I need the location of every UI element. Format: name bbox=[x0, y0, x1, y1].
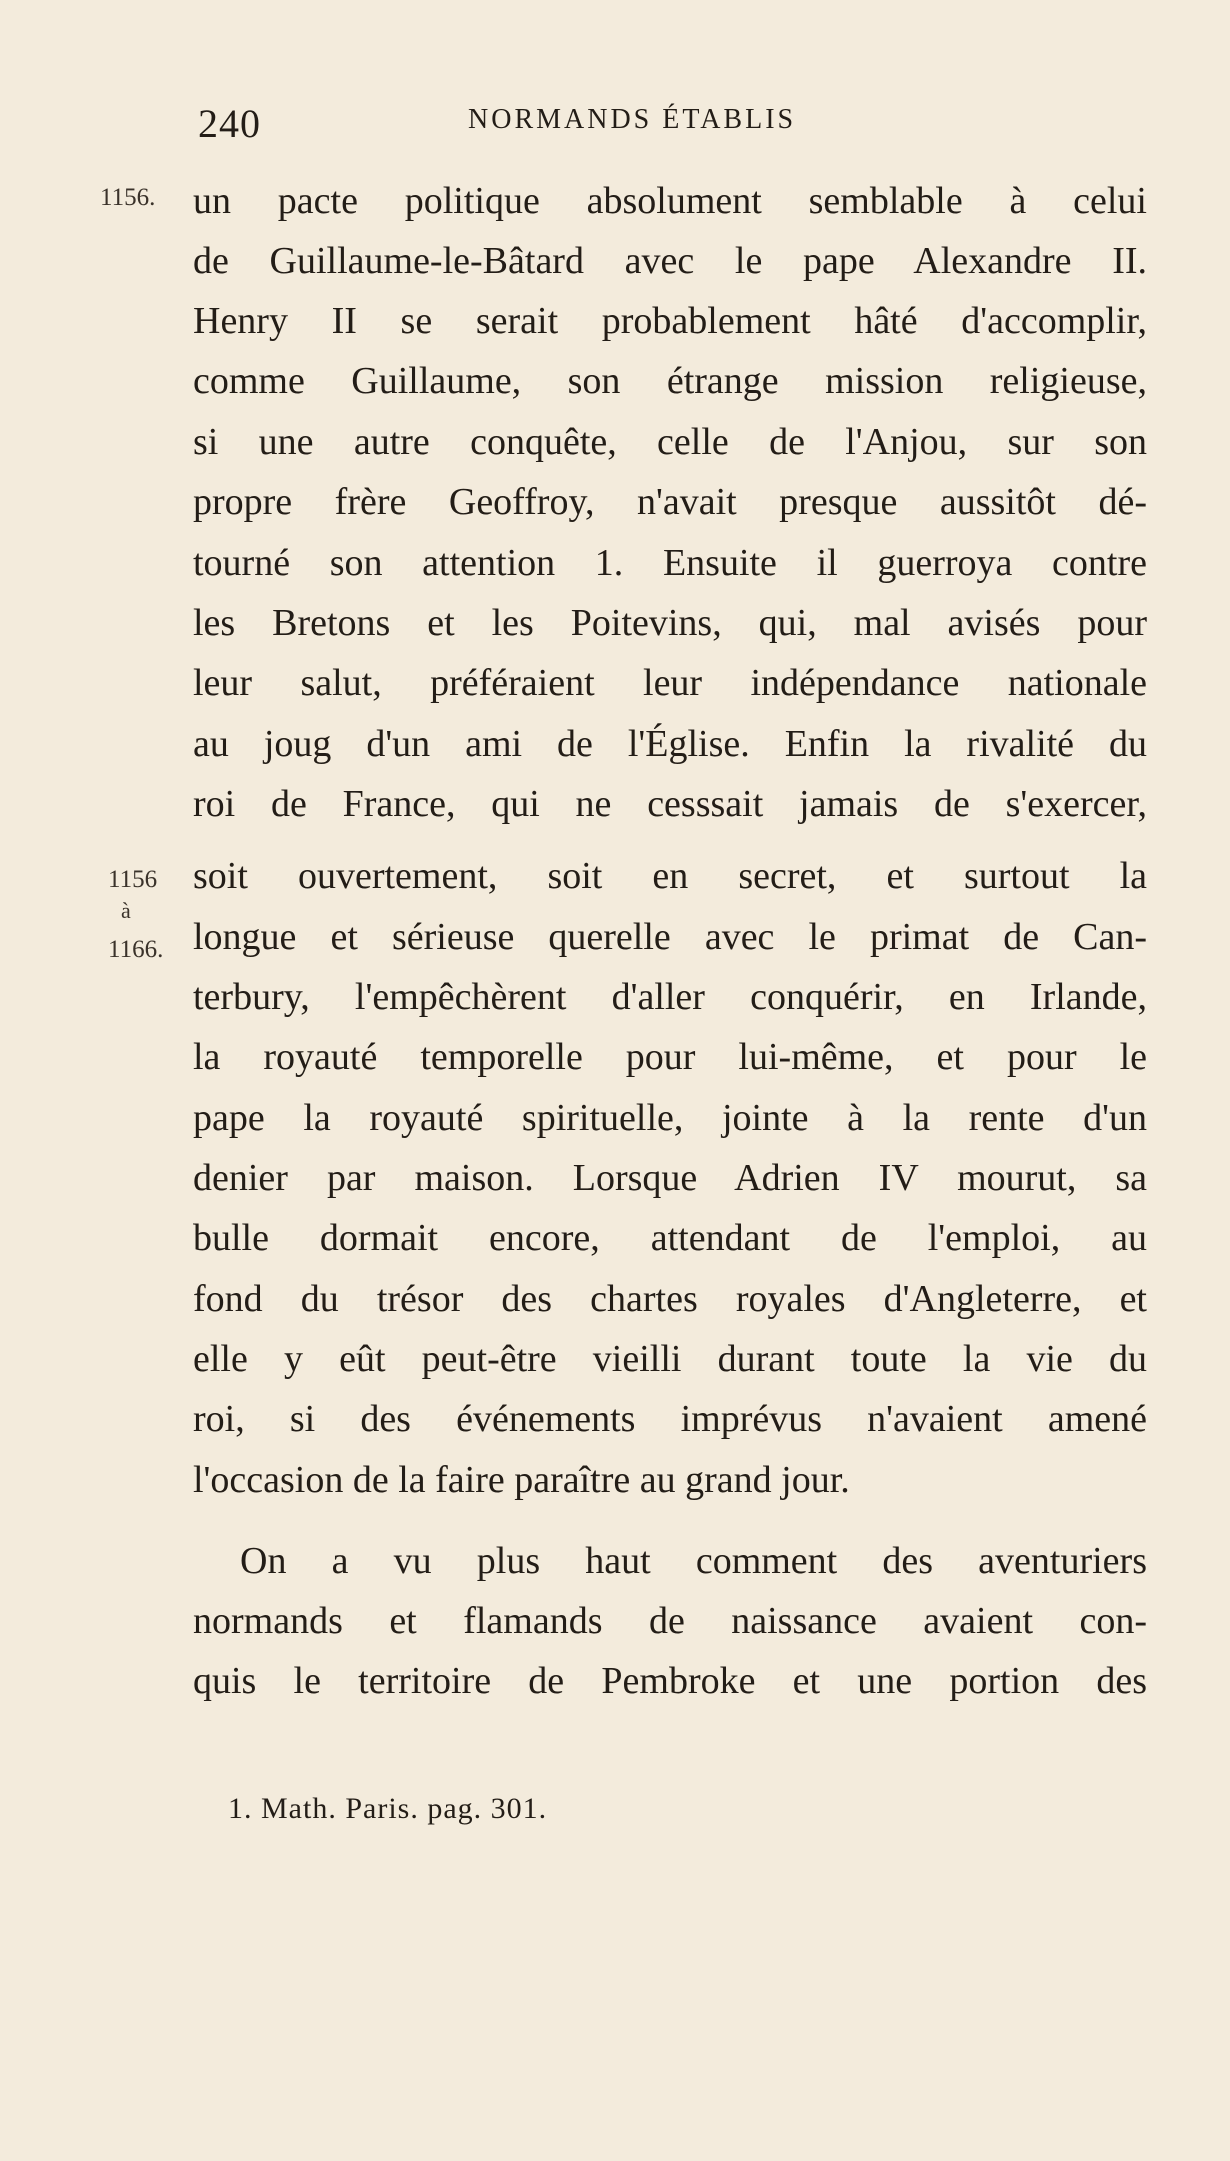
text-line: denier par maison. Lorsque Adrien IV mourut, sa bbox=[193, 1157, 1147, 1199]
margin-range-start: 1156 bbox=[108, 866, 158, 893]
running-title: NORMANDS ÉTABLIS bbox=[468, 104, 797, 135]
text-line: longue et sérieuse querelle avec le primat de Can- bbox=[193, 916, 1147, 958]
text-line: tourné son attention 1. Ensuite il guerroya contre bbox=[193, 542, 1147, 584]
text-line: normands et flamands de naissance avaient con- bbox=[193, 1600, 1147, 1642]
page-number: 240 bbox=[198, 101, 261, 146]
text-line: pape la royauté spirituelle, jointe à la rente d'un bbox=[193, 1097, 1147, 1139]
text-line: fond du trésor des chartes royales d'Angleterre, et bbox=[193, 1278, 1147, 1320]
text-line: comme Guillaume, son étrange mission religieuse, bbox=[193, 360, 1147, 402]
text-line: bulle dormait encore, attendant de l'emploi, au bbox=[193, 1217, 1147, 1259]
text-line: leur salut, préféraient leur indépendance nationale bbox=[193, 662, 1147, 704]
text-line: l'occasion de la faire paraître au grand jour. bbox=[193, 1459, 850, 1501]
text-line: de Guillaume-le-Bâtard avec le pape Alexandre II. bbox=[193, 240, 1147, 282]
text-line: elle y eût peut-être vieilli durant toute la vie du bbox=[193, 1338, 1147, 1380]
margin-year-note: 1156. bbox=[100, 184, 156, 211]
text-line: terbury, l'empêchèrent d'aller conquérir, en Irlande, bbox=[193, 976, 1147, 1018]
text-line: propre frère Geoffroy, n'avait presque aussitôt dé- bbox=[193, 481, 1147, 523]
margin-range-separator: à bbox=[121, 898, 131, 923]
text-line: On a vu plus haut comment des aventuriers bbox=[240, 1540, 1147, 1582]
text-line: la royauté temporelle pour lui-même, et pour le bbox=[193, 1036, 1147, 1078]
page-header bbox=[198, 100, 858, 144]
text-line: soit ouvertement, soit en secret, et surtout la bbox=[193, 855, 1147, 897]
margin-range-end: 1166. bbox=[108, 936, 164, 963]
text-line: un pacte politique absolument semblable à celui bbox=[193, 180, 1147, 222]
text-line: roi de France, qui ne cesssait jamais de s'exercer, bbox=[193, 783, 1147, 825]
text-line: quis le territoire de Pembroke et une portion des bbox=[193, 1660, 1147, 1702]
text-line: au joug d'un ami de l'Église. Enfin la rivalité du bbox=[193, 723, 1147, 765]
text-line: les Bretons et les Poitevins, qui, mal avisés pour bbox=[193, 602, 1147, 644]
text-line: si une autre conquête, celle de l'Anjou, sur son bbox=[193, 421, 1147, 463]
text-line: roi, si des événements imprévus n'avaient amené bbox=[193, 1398, 1147, 1440]
text-line: Henry II se serait probablement hâté d'accomplir, bbox=[193, 300, 1147, 342]
footnote: 1. Math. Paris. pag. 301. bbox=[228, 1792, 548, 1825]
